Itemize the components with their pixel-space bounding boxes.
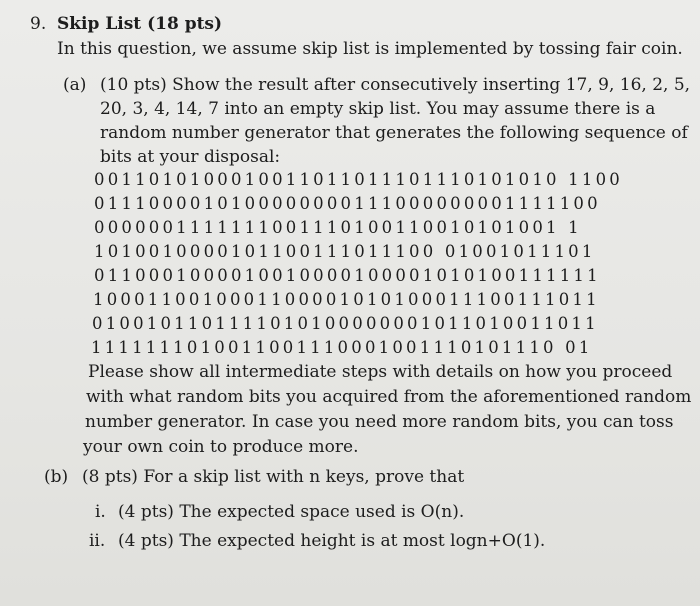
random-bits-row: 0110001000010010000100001010100111111: [94, 266, 601, 285]
part-b-item-text: (4 pts) The expected space used is O(n).: [118, 502, 465, 522]
question-number: 9.: [30, 14, 47, 34]
part-a-closing-line: with what random bits you acquired from the aforementioned random: [86, 387, 692, 407]
part-a-closing-line: Please show all intermediate steps with details on how you proceed: [88, 362, 673, 382]
part-a-text-line: bits at your disposal:: [100, 147, 281, 167]
part-a-label: (a): [63, 75, 87, 95]
random-bits-row: 1111111010011001110001001110101110 01: [91, 338, 593, 357]
part-b-text: (8 pts) For a skip list with n keys, prove that: [82, 467, 465, 487]
part-a-closing-line: number generator. In case you need more random bits, you can toss: [85, 412, 674, 432]
random-bits-row: 1000110010001100001010100011100111011: [93, 290, 600, 309]
random-bits-row: 0111000010100000000111000000001111100: [94, 194, 601, 213]
random-bits-row: 0011010100010011011011101110101010 1100: [94, 170, 623, 189]
part-a-closing-line: your own coin to produce more.: [83, 437, 359, 457]
part-b-item-label: ii.: [89, 531, 106, 551]
random-bits-row: 0000001111111001110100110010101001 1: [94, 218, 582, 237]
question-title: Skip List (18 pts): [57, 14, 223, 34]
random-bits-row: 0100101101111010100000001011010011011: [92, 314, 599, 333]
part-b-item-label: i.: [95, 502, 106, 522]
part-b-label: (b): [44, 467, 69, 487]
random-bits-row: 1010010000101100111011100 01001011101: [94, 242, 596, 261]
part-a-text-line: 20, 3, 4, 14, 7 into an empty skip list. You may assume there is a: [100, 99, 656, 119]
part-b-item-text: (4 pts) The expected height is at most logn+O(1).: [118, 531, 546, 551]
part-a-text-line: (10 pts) Show the result after consecutively inserting 17, 9, 16, 2, 5,: [100, 75, 691, 95]
part-a-text-line: random number generator that generates the following sequence of: [100, 123, 688, 143]
question-intro: In this question, we assume skip list is implemented by tossing fair coin.: [57, 39, 683, 59]
